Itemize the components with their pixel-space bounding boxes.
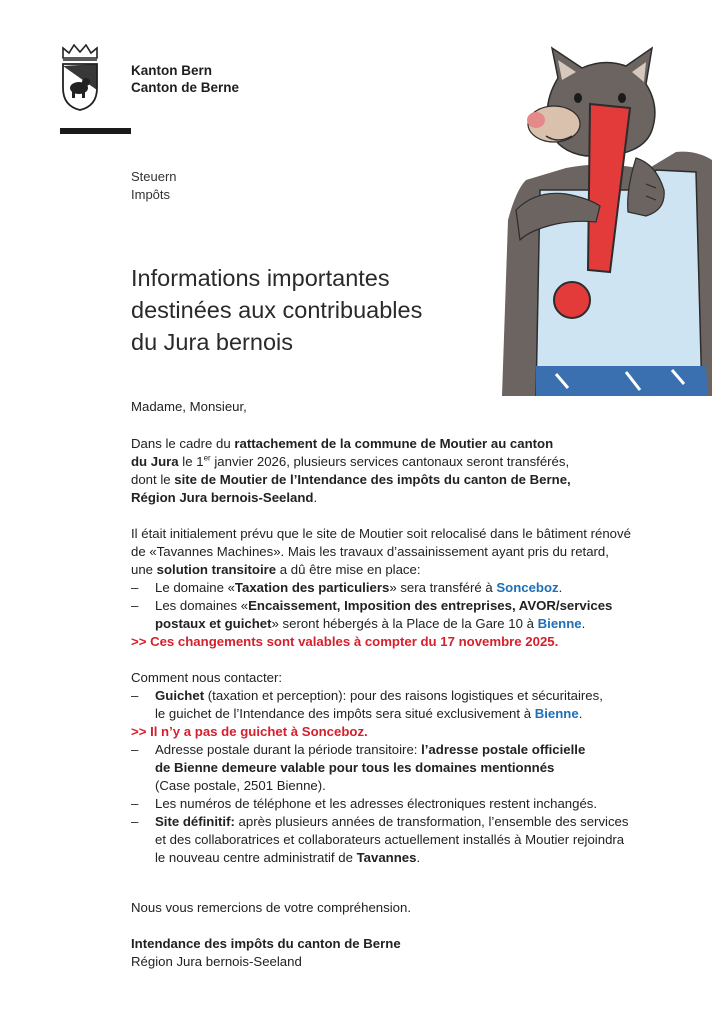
list-item xyxy=(131,687,691,705)
text: dont le xyxy=(131,472,175,487)
text: (Case postale, 2501 Bienne). xyxy=(155,778,326,793)
paragraph-intro xyxy=(131,435,691,507)
title-line: Informations importantes xyxy=(131,265,390,291)
text: janvier 2026, plusieurs services cantonaux seront transférés, xyxy=(210,454,570,469)
text: . xyxy=(416,850,421,865)
text: le guichet de l’Intendance des impôts sera situé exclusivement à xyxy=(155,706,535,721)
text: . xyxy=(313,490,318,505)
text: de «Tavannes Machines». Mais les travaux d’assainissement ayant pris du retard, xyxy=(131,544,609,559)
list-dash: – xyxy=(131,742,139,757)
text-bold: Région Jura bernois-Seeland xyxy=(131,490,314,505)
list-dash: – xyxy=(131,796,139,811)
signature-region: Région Jura bernois-Seeland xyxy=(131,954,302,969)
closing xyxy=(131,899,691,917)
contact-section xyxy=(131,669,691,867)
text: » seront hébergés à la Place de la Gare 10 à xyxy=(271,616,538,631)
text-bold: Taxation des particuliers xyxy=(234,580,390,595)
text: le nouveau centre administratif de xyxy=(155,850,357,865)
bear-mascot-illustration xyxy=(496,40,712,396)
text-bold: l’adresse postale officielle xyxy=(421,742,586,757)
list-dash: – xyxy=(131,598,139,613)
text-bold: Encaissement, Imposition des entreprises, AVOR/services xyxy=(248,598,613,613)
text: . xyxy=(581,616,586,631)
text-bold: de Bienne demeure valable pour tous les domaines mentionnés xyxy=(155,760,555,775)
text-bold: site de Moutier de l’Intendance des impôts du canton de Berne, xyxy=(174,472,571,487)
text: » sera transféré à xyxy=(389,580,497,595)
title-line: destinées aux contribuables xyxy=(131,297,423,323)
signature xyxy=(131,935,691,971)
text-bold: Guichet xyxy=(155,688,205,703)
list-item-continued xyxy=(131,831,691,849)
canton-name-de: Kanton Bern xyxy=(131,63,212,78)
text: a dû être mise en place: xyxy=(276,562,421,577)
text-bold: du Jura xyxy=(131,454,179,469)
list-item xyxy=(131,597,691,615)
salutation-text: Madame, Monsieur, xyxy=(131,399,247,414)
highlight-blue: Bienne xyxy=(534,706,579,721)
list-item-continued xyxy=(131,759,691,777)
salutation xyxy=(131,398,691,416)
contact-heading: Comment nous contacter: xyxy=(131,670,282,685)
text: Les numéros de téléphone et les adresses électroniques restent inchangés. xyxy=(155,796,598,811)
signature-name: Intendance des impôts du canton de Berne xyxy=(131,936,401,951)
closing-text: Nous vous remercions de votre compréhension. xyxy=(131,900,412,915)
text-bold: Tavannes xyxy=(356,850,417,865)
department-fr: Impôts xyxy=(131,187,171,202)
text-superscript: er xyxy=(203,453,211,463)
text: Adresse postale durant la période transitoire: xyxy=(155,742,422,757)
notice-red: >> Ces changements sont valables à compter du 17 novembre 2025. xyxy=(131,634,559,649)
header-divider xyxy=(60,128,131,134)
list-item xyxy=(131,579,691,597)
notice-red: >> Il n’y a pas de guichet à Sonceboz. xyxy=(131,724,368,739)
text: Il était initialement prévu que le site de Moutier soit relocalisé dans le bâtiment rénové xyxy=(131,526,631,541)
list-item-continued xyxy=(131,849,691,867)
department-de: Steuern xyxy=(131,169,177,184)
text: une xyxy=(131,562,157,577)
canton-name-fr: Canton de Berne xyxy=(131,80,240,95)
bern-crest-icon xyxy=(60,44,100,112)
department xyxy=(131,168,177,204)
text: Dans le cadre du xyxy=(131,436,235,451)
text-bold: postaux et guichet xyxy=(155,616,272,631)
text: le 1 xyxy=(178,454,204,469)
text: . xyxy=(578,706,583,721)
list-dash: – xyxy=(131,580,139,595)
paragraph-transition xyxy=(131,525,691,651)
text: Les domaines « xyxy=(155,598,249,613)
text-bold: rattachement de la commune de Moutier au canton xyxy=(234,436,554,451)
list-item-continued xyxy=(131,777,691,795)
highlight-blue: Sonceboz xyxy=(496,580,559,595)
list-item xyxy=(131,741,691,759)
canton-name xyxy=(131,62,239,96)
text: après plusieurs années de transformation, l’ensemble des services xyxy=(234,814,629,829)
text: . xyxy=(558,580,563,595)
text: Le domaine « xyxy=(155,580,235,595)
list-item xyxy=(131,795,691,813)
text-bold: Site définitif: xyxy=(155,814,235,829)
list-item-continued xyxy=(131,705,691,723)
page-title xyxy=(131,262,422,358)
list-item xyxy=(131,813,691,831)
text: et des collaboratrices et collaborateurs actuellement installés à Moutier rejoindra xyxy=(155,832,625,847)
text-bold: solution transitoire xyxy=(156,562,277,577)
list-dash: – xyxy=(131,688,139,703)
highlight-blue: Bienne xyxy=(537,616,582,631)
title-line: du Jura bernois xyxy=(131,329,293,355)
list-item-continued xyxy=(131,615,691,633)
text: (taxation et perception): pour des raisons logistiques et sécuritaires, xyxy=(204,688,603,703)
list-dash: – xyxy=(131,814,139,829)
